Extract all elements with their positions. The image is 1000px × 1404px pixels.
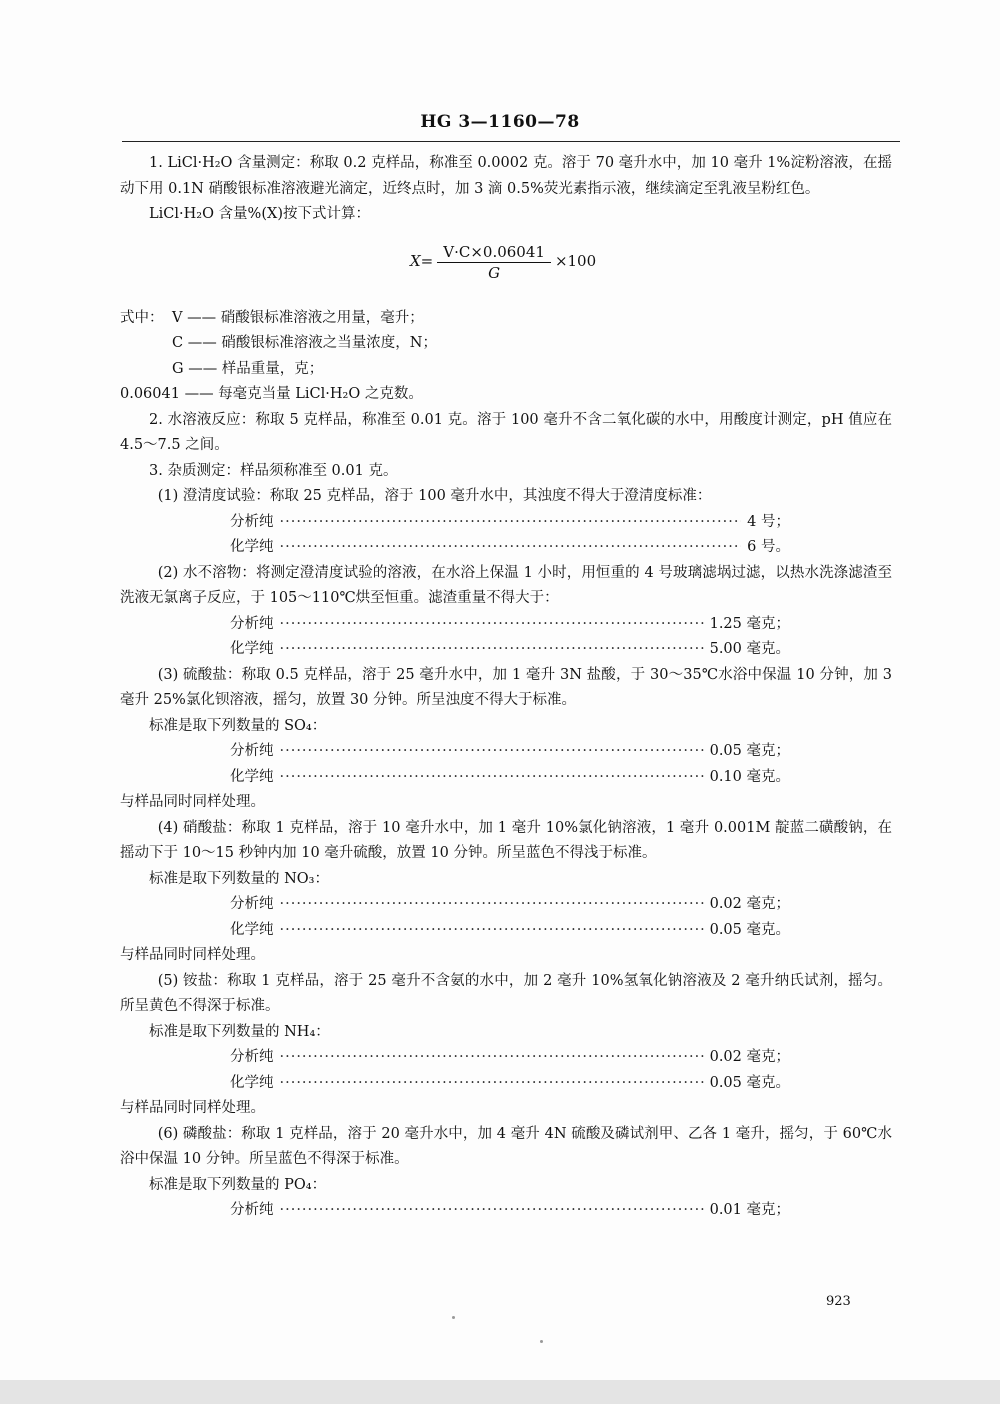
leader-dots (280, 892, 704, 918)
definition-text: V —— 硝酸银标准溶液之用量，毫升； (172, 309, 424, 326)
spec-value: 0.10 毫克。 (709, 768, 790, 785)
leader-dots (280, 535, 742, 561)
standard-number: HG 3—1160—78 (420, 112, 580, 132)
spec-row (230, 1045, 790, 1071)
spec-row (230, 612, 790, 638)
scan-speck (540, 1340, 543, 1343)
definition-row (120, 357, 892, 383)
formula (410, 242, 596, 283)
leader-dots (280, 612, 704, 638)
spec-row (230, 918, 790, 944)
spec-row (230, 892, 790, 918)
spec-row (230, 1198, 790, 1224)
definition-row (120, 382, 892, 408)
spec-row (230, 1071, 790, 1097)
spec-value: 4 号； (747, 513, 790, 530)
definition-lead: 式中： (120, 309, 164, 326)
page-number: 923 (826, 1294, 851, 1309)
spec-value: 0.02 毫克； (709, 1049, 790, 1065)
same-treatment-note: 与样品同时同样处理。 (120, 1100, 265, 1116)
spec-value: 0.05 毫克。 (709, 921, 790, 938)
grade-label: 化学纯 (230, 921, 274, 938)
header-rule (122, 141, 900, 142)
para-1-content-test: 1. LiCl·H₂O 含量测定：称取 0.2 克样品，称准至 0.0002 克。溶于 70 毫升水中，加 10 毫升 1%淀粉溶液，在摇动下用 0.1N 硝酸银标准溶液避光滴定，近终点时，加 3 滴 0.5%荧光素指示液，继续滴定至乳液呈粉红色。 (120, 155, 892, 197)
spec-value: 0.02 毫克； (709, 896, 790, 912)
leader-dots (280, 510, 742, 536)
grade-label: 化学纯 (230, 768, 274, 785)
section-4-nitrate: (4) 硝酸盐：称取 1 克样品，溶于 10 毫升水中，加 1 毫升 10%氯化钠溶液，1 毫升 0.001M 靛蓝二磺酸钠，在摇动下于 10～15 秒钟内加 10 毫升硫酸，放置 10 分钟。所呈蓝色不得浅于标准。 (120, 819, 892, 861)
grade-label: 分析纯 (230, 513, 274, 530)
spec-value: 6 号。 (747, 539, 790, 555)
grade-label: 分析纯 (230, 743, 274, 759)
grade-label: 分析纯 (230, 896, 274, 912)
spec-value: 5.00 毫克。 (709, 641, 790, 657)
grade-label: 分析纯 (230, 615, 274, 632)
standard-note: 标准是取下列数量的 NO₃： (149, 870, 329, 887)
para-3-impurity: 3. 杂质测定：样品须称准至 0.01 克。 (149, 462, 398, 479)
formula-numerator: V·C×0.06041 (437, 242, 551, 263)
section-1-clarity: (1) 澄清度试验：称取 25 克样品，溶于 100 毫升水中，其浊度不得大于澄清度标准： (157, 488, 712, 504)
same-treatment-note: 与样品同时同样处理。 (120, 947, 265, 963)
grade-label: 分析纯 (230, 1049, 274, 1065)
leader-dots (280, 1045, 704, 1071)
spec-value: 1.25 毫克； (709, 615, 790, 632)
spec-value: 0.05 毫克； (709, 743, 790, 759)
grade-label: 化学纯 (230, 539, 274, 555)
formula-block (120, 228, 892, 306)
section-3-sulfate: (3) 硫酸盐：称取 0.5 克样品，溶于 25 毫升水中，加 1 毫升 3N 盐酸，于 30～35℃水浴中保温 10 分钟，加 3 毫升 25%氯化钡溶液，摇匀，放置 30 分钟。所呈浊度不得大于标准。 (120, 666, 892, 708)
document-body (120, 151, 892, 1224)
definition-text: C —— 硝酸银标准溶液之当量浓度，N； (172, 335, 437, 351)
standard-note: 标准是取下列数量的 SO₄： (149, 717, 327, 734)
leader-dots (280, 1198, 704, 1224)
leader-dots (280, 1071, 704, 1097)
definition-text: G —— 样品重量，克； (172, 360, 324, 377)
spec-value: 0.01 毫克； (709, 1202, 790, 1218)
standard-note: 标准是取下列数量的 PO₄： (149, 1176, 327, 1193)
leader-dots (280, 765, 704, 791)
definition-row (120, 306, 892, 332)
calc-intro: LiCl·H₂O 含量%(X)按下式计算： (149, 206, 370, 222)
grade-label: 化学纯 (230, 641, 274, 657)
spec-row (230, 535, 790, 561)
formula-definitions (120, 306, 892, 408)
scan-speck (452, 1316, 455, 1319)
leader-dots (280, 637, 704, 663)
grade-label: 分析纯 (230, 1202, 274, 1218)
same-treatment-note: 与样品同时同样处理。 (120, 794, 265, 810)
definition-row (120, 331, 892, 357)
formula-lhs: X= (410, 252, 434, 271)
spec-row (230, 739, 790, 765)
spec-value: 0.05 毫克。 (709, 1074, 790, 1091)
leader-dots (280, 739, 704, 765)
section-6-phosphate: (6) 磷酸盐：称取 1 克样品，溶于 20 毫升水中，加 4 毫升 4N 硫酸及磷试剂甲、乙各 1 毫升，摇匀，于 60℃水浴中保温 10 分钟。所呈蓝色不得深于标准。 (120, 1125, 892, 1167)
leader-dots (280, 918, 704, 944)
para-2-solution-reaction: 2. 水溶液反应：称取 5 克样品，称准至 0.01 克。溶于 100 毫升不含二氧化碳的水中，用酸度计测定，pH 值应在 4.5～7.5 之间。 (120, 411, 892, 453)
grade-label: 化学纯 (230, 1074, 274, 1091)
formula-rhs: ×100 (554, 252, 597, 271)
spec-row (230, 510, 790, 536)
standard-note: 标准是取下列数量的 NH₄： (149, 1023, 330, 1040)
viewer-bottom-strip (0, 1380, 1000, 1404)
spec-row (230, 765, 790, 791)
definition-text: 0.06041 —— 每毫克当量 LiCl·H₂O 之克数。 (120, 386, 423, 402)
formula-denominator: G (488, 263, 501, 282)
section-5-ammonium: (5) 铵盐：称取 1 克样品，溶于 25 毫升不含氨的水中，加 2 毫升 10%氢氧化钠溶液及 2 毫升纳氏试剂，摇匀。所呈黄色不得深于标准。 (120, 972, 892, 1014)
formula-fraction (437, 242, 551, 283)
spec-row (230, 637, 790, 663)
section-2-insoluble: (2) 水不溶物：将测定澄清度试验的溶液，在水浴上保温 1 小时，用恒重的 4 号玻璃滤埚过滤，以热水洗涤滤渣至洗液无氯离子反应，于 105～110℃烘至恒重。滤渣重量不得大于： (120, 564, 892, 606)
